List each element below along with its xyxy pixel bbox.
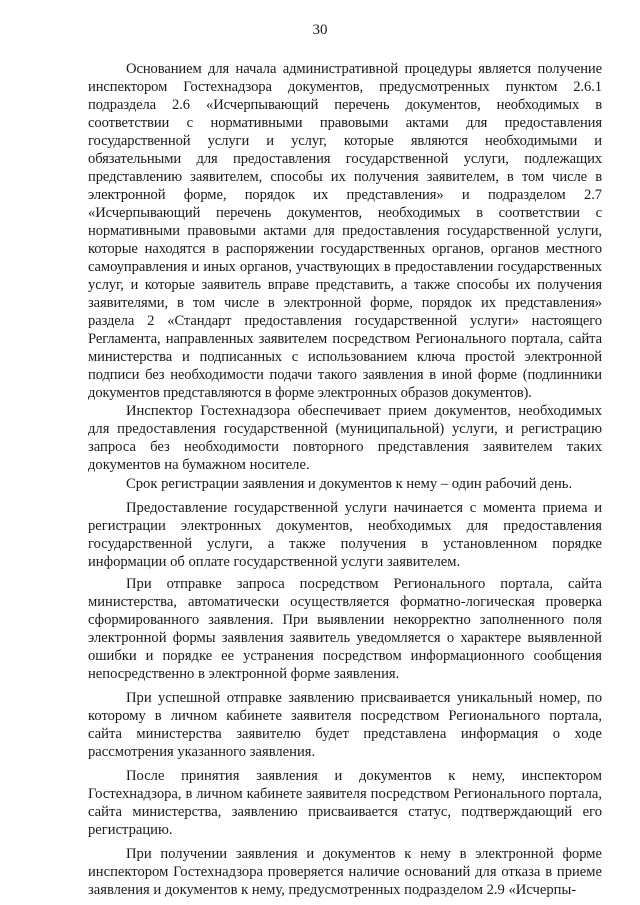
- paragraph-unique-number: При успешной отправке заявлению присваивается уникальный номер, по которому в личном кабинете заявителя посредством Регионального портала, сайта министерства заявителю будет представлена информация о ходе рассмотрения указанного заявления.: [88, 690, 602, 760]
- paragraph-refusal-grounds: При получении заявления и документов к нему в электронной форме инспектором Гостехнадзора проверяется наличие оснований для отказа в приеме заявления и документов к нему, предусмотренных подразделом 2.9 «Исчерпы-: [88, 846, 602, 898]
- paragraph-status-assignment: После принятия заявления и документов к нему, инспектором Гостехнадзора, в личном кабинете заявителя посредством Регионального портала, сайта министерства, заявлению присваивается статус, подтверждающий его регистрацию.: [88, 768, 602, 838]
- paragraph-basis-for-procedure: Основанием для начала административной процедуры является получение инспектором Гостехнадзора документов, предусмотренных пунктом 2.6.1 подраздела 2.6 «Исчерпывающий перечень документов, необходимых в соответствии с нормативными правовыми актами для предоставления государственной услуги и услуг, которые являются необходимыми и обязательными для предоставления государственной услуги, подлежащих представлению заявителем, способы их получения заявителем, в том числе в электронной форме, порядок их представления» и подразделом 2.7 «Исчерпывающий перечень документов, необходимых в соответствии с нормативными правовыми актами для предоставления государственной услуги, которые находятся в распоряжении государственных органов, органов местного самоуправления и иных органов, участвующих в предоставлении государственных услуг, и которые заявитель вправе представить, а также способы их получения заявителями, в том числе в электронной форме, порядок их представления» раздела 2 «Стандарт предоставления государственной услуги» настоящего Регламента, направленных заявителем посредством Регионального портала, сайта министерства и подписанных с использованием ключа простой электронной подписи без необходимости подачи такого заявления в иной форме (подлинники документов представляются в форме электронных образов документов).: [88, 61, 602, 401]
- page-number: 30: [312, 22, 328, 38]
- paragraph-service-start: Предоставление государственной услуги начинается с момента приема и регистрации электронных документов, необходимых для предоставления государственной услуги, а также получения в установленном порядке информации об оплате государственной услуги заявителем.: [88, 500, 602, 570]
- paragraph-registration-term: Срок регистрации заявления и документов к нему – один рабочий день.: [126, 476, 573, 492]
- paragraph-format-check: При отправке запроса посредством Регионального портала, сайта министерства, автоматически осуществляется форматно-логическая проверка сформированного заявления. При выявлении некорректно заполненного поля электронной формы заявления заявитель уведомляется о характере выявленной ошибки и порядке ее устранения посредством информационного сообщения непосредственно в электронной форме заявления.: [88, 576, 602, 682]
- document-body: [88, 60, 602, 899]
- paragraph-inspector-receipt: Инспектор Гостехнадзора обеспечивает прием документов, необходимых для предоставления государственной (муниципальной) услуги, и регистрацию запроса без необходимости повторного представления заявителем таких документов на бумажном носителе.: [88, 403, 602, 473]
